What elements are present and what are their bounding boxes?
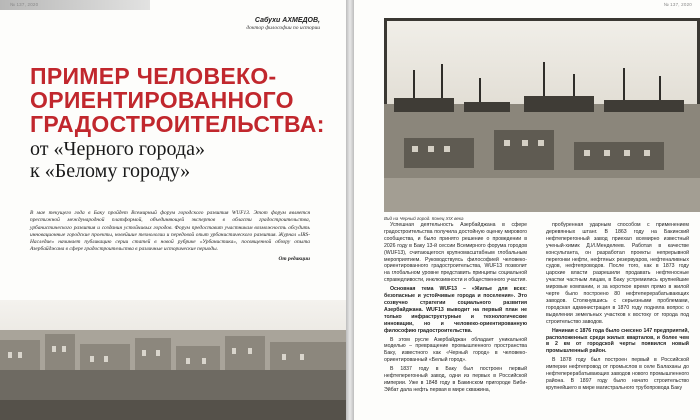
column1-paragraph: Успешная деятельность Азербайджана в сфере градостроительства получила достойную оценку мирового сообщества, и было принято решение о проведении в 2026 году в Баку 13-й сессии Всемирного форума городов (WUF13), считающегося крупномасштабным глобальным мероприятием. Руководствуясь философией человеко-ориентированного градостроительства, WUF13 позволит на глобальном уровне представить принципы социальной справедливости, инклюзивности и общественного участия.: [384, 222, 527, 284]
title-main: ПРИМЕР ЧЕЛОВЕКО- ОРИЕНТИРОВАННОГО ГРАДОСТРОИТЕЛЬСТВА:: [30, 63, 325, 137]
author-position: доктор философии по истории: [246, 25, 320, 31]
lead-from-editors: От редакции: [278, 255, 310, 262]
column2-paragraph: пробуренная ударным способом с применением деревянных штанг. В 1863 году на Бакинский нефтеперегонный завод приехал всемирно известный ученый-химик Д.И.Менделеев. Работая в качестве консультанта, он разработал проекты непрерывной перегонки нефти, нефтяных резервуаров, нефтеналивных судов, нефтепроводов. После того, как в 1873 году царские власти разрешили продавать нефтеносные участки частным лицам, в Баку устремились крупнейшие мировые компании, и за короткое время прямо в жилой черте было построено 80 нефтеперерабатывающих заводов. Столкнувшись с серьезными проблемами, городская администрация в 1870 году подняла вопрос о выделении земельных участков к востоку от города под строительство заводов.: [546, 222, 689, 325]
text-column-1: [384, 222, 527, 396]
lead-paragraph: [30, 210, 310, 263]
black-city-image: [384, 18, 700, 212]
article-title: [30, 64, 335, 182]
column1-paragraph: В 1837 году в Баку был построен первый нефтеперегонный завод, одни из первых в Российской империи. Уже в 1848 году в Бакинском пригороде Биби-Эйбат дала нефть первая в мире скважина,: [384, 366, 527, 393]
column1-bold-text: Основная тема WUF13 – «Жилье для всех: безопасные и устойчивые города и поселения». Это созвучно стратегии социального развития Азербайджана. WUF13 выводит на первый план не только инфраструктурные и технологические инновации, но и человеко-ориентированную философию градостроительства.: [384, 286, 527, 334]
black-city-photo: [384, 18, 700, 212]
author-name: Сабухи АХМЕДОВ,: [254, 17, 320, 24]
left-page: [0, 0, 346, 420]
title-sub: от «Черного города» к «Белому городу»: [30, 138, 205, 182]
issue-number: № 137, 2020: [10, 2, 39, 7]
column1-paragraph-bold: [384, 286, 527, 334]
issue-number-right: № 137, 2020: [663, 2, 692, 7]
page-gutter: [346, 0, 354, 420]
city-panorama-image: [0, 300, 346, 420]
column2-paragraph-bold: [546, 328, 689, 356]
photo-caption: Вид на Черный город. Конец XIX века: [384, 216, 464, 221]
text-column-2: [546, 222, 689, 394]
column2-paragraph: В 1878 году был построен первый в Российской империи нефтепровод от промыслов в селе Балаханы до нефтеперерабатывающих заводов нового промышленного района. В 1897 году было начато строительство крупнейшего в мире магистрального трубопровода Баку: [546, 357, 689, 391]
right-page: [354, 0, 700, 420]
author-block: [170, 16, 320, 31]
city-panorama-photo: [0, 300, 346, 420]
lead-text: В мае текущего года в Баку пройдет Всемирный форум городского развития WUF13. Этот форум является престижной международной платформой, объединяющей экспертов в области градостроительства, урбанистического развития и создания устойчивых городов. Форум предоставит участникам возможность обсудить инновационные городские проекты, новейшие технологии и передовой опыт урбанистического развития. Журнал «IRS-Наследие» начинает публикацию серии статей в новой рубрике «Урбанистика», посвященной обзору опыта Азербайджана в сфере градостроительства в различные исторические периоды.: [30, 210, 310, 253]
column1-paragraph: В этом русле Азербайджан обладает уникальной моделью – превращение промышленного пространства Баку, известного как «Черный город» в человеко-ориентированный «Белый город».: [384, 336, 527, 364]
column2-bold-text: Начиная с 1876 года было снесено 147 предприятий, расположенных среди жилых кварталов, и более чем в 2 км от городской черты появился новый промышленный район.: [546, 327, 689, 355]
